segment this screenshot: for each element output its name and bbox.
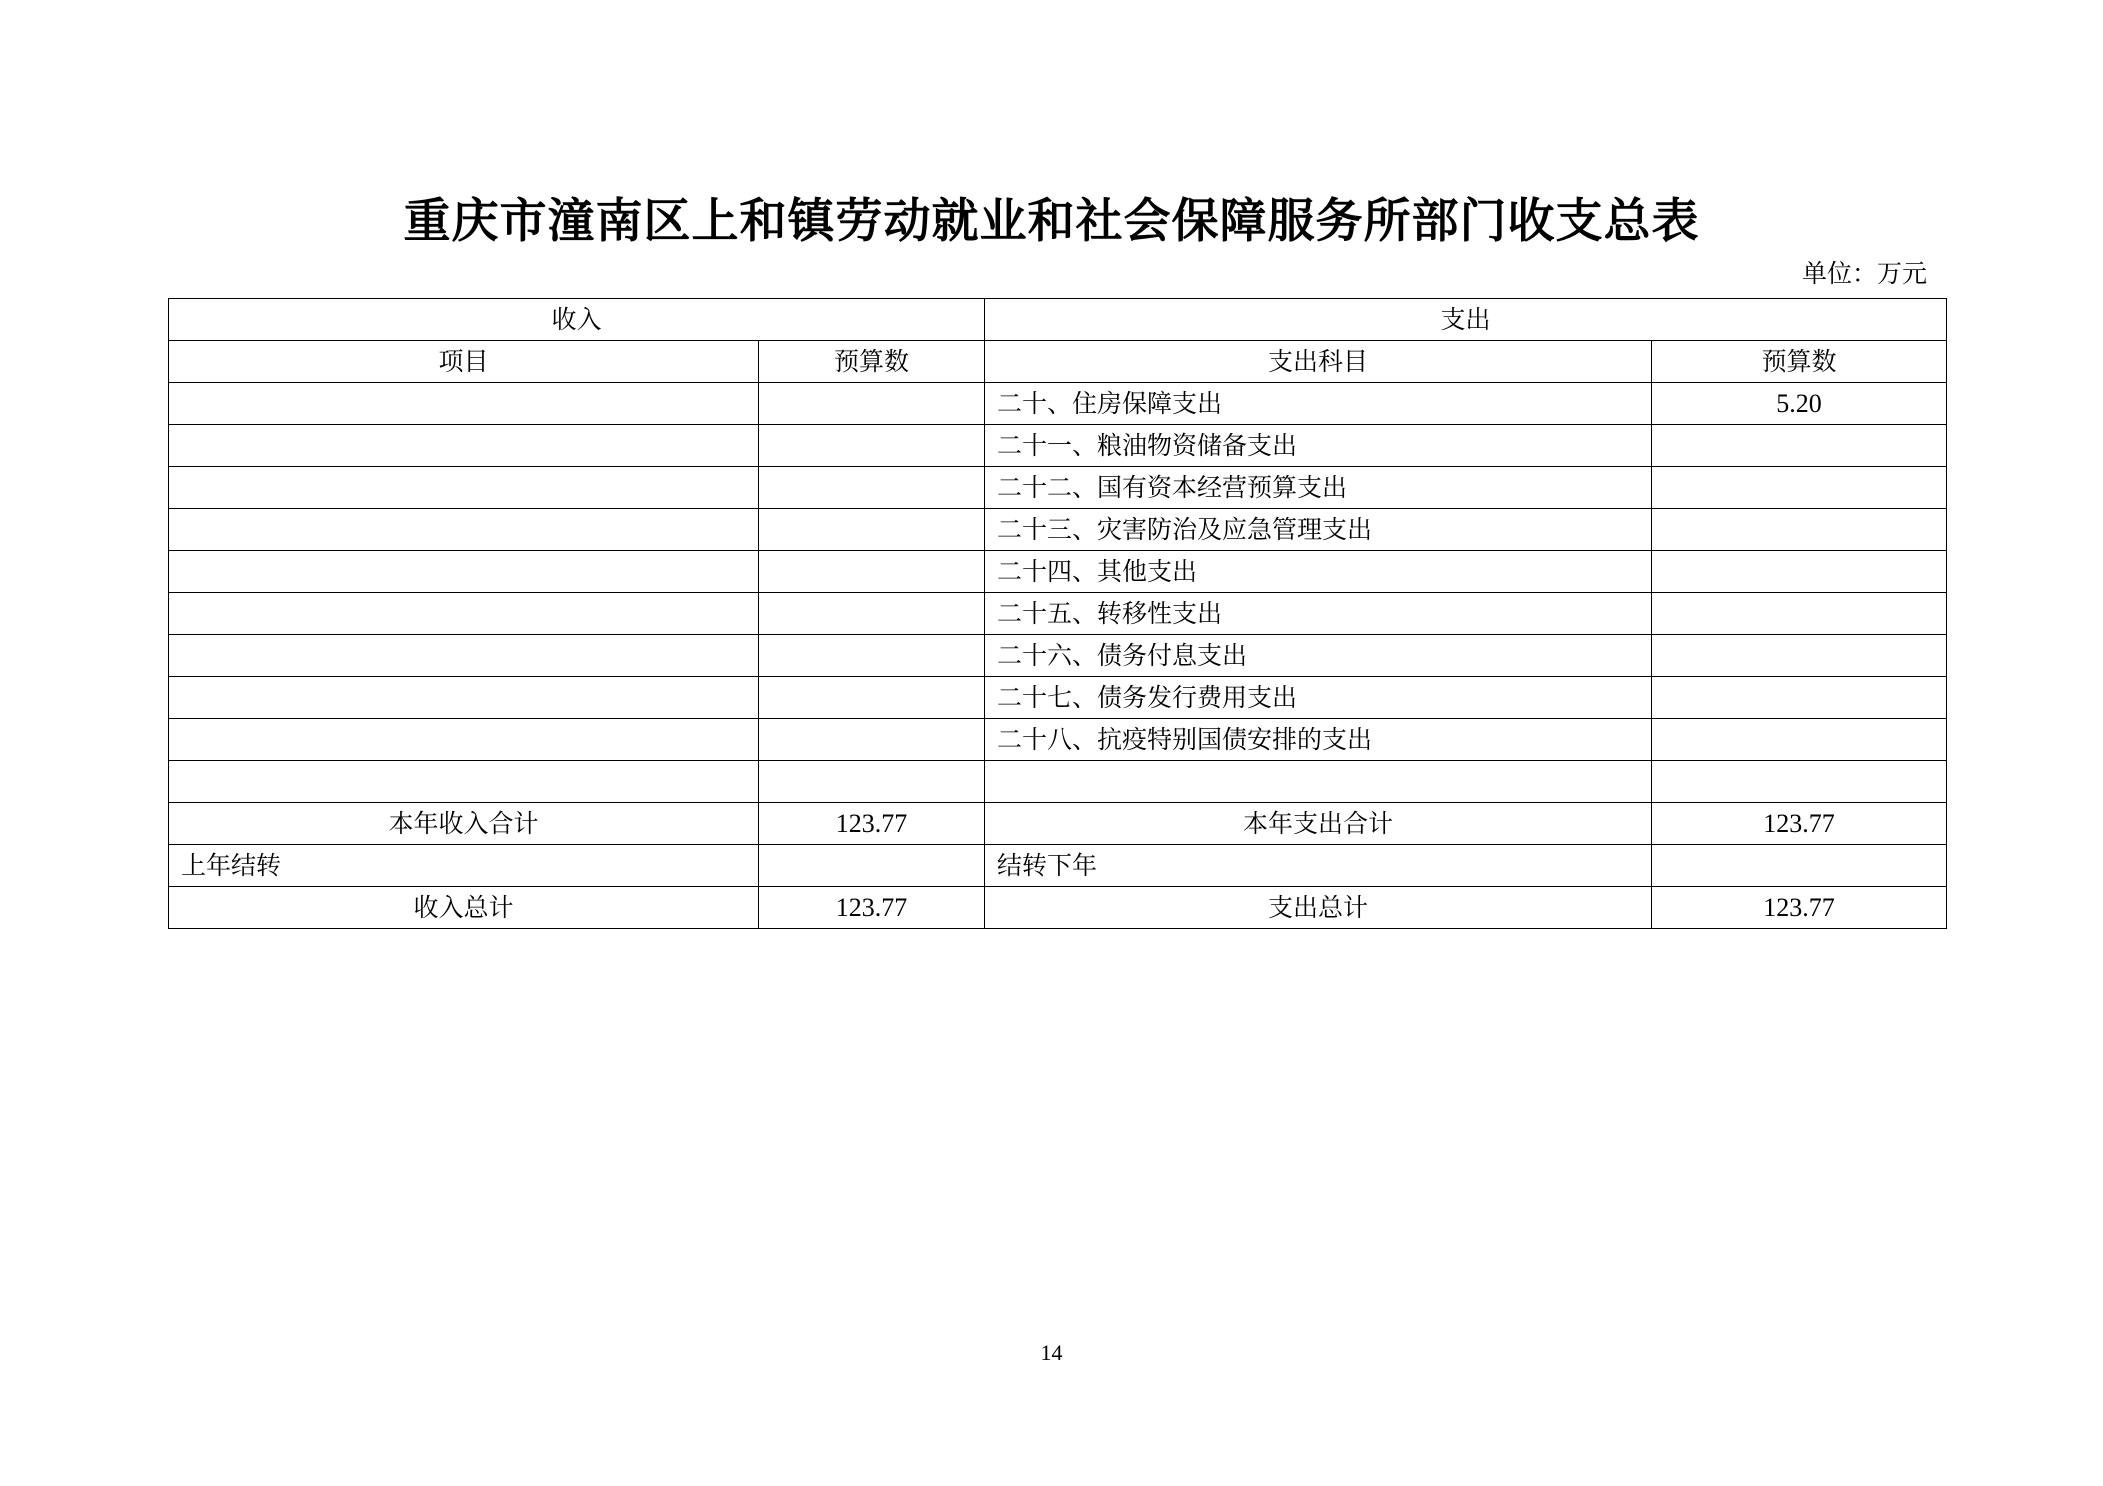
section-header-row — [169, 299, 1947, 341]
expense-total-value: 123.77 — [1652, 887, 1947, 929]
column-header-income-budget: 预算数 — [759, 341, 985, 383]
year-expense-label: 本年支出合计 — [985, 803, 1652, 845]
income-item-cell — [169, 677, 759, 719]
page-title: 重庆市潼南区上和镇劳动就业和社会保障服务所部门收支总表 — [403, 194, 1700, 249]
expense-item-cell — [985, 761, 1652, 803]
next-carry-value — [1652, 845, 1947, 887]
column-header-row — [169, 341, 1947, 383]
expense-item-cell: 二十一、粮油物资储备支出 — [985, 425, 1652, 467]
income-value-cell — [759, 719, 985, 761]
page-number: 14 — [1040, 1340, 1063, 1365]
table-row — [169, 425, 1947, 467]
expense-value-cell — [1652, 635, 1947, 677]
table-row — [169, 383, 1947, 425]
expense-value-cell — [1652, 593, 1947, 635]
expense-item-cell: 二十四、其他支出 — [985, 551, 1652, 593]
column-header-expense-item: 支出科目 — [985, 341, 1652, 383]
table-row — [169, 467, 1947, 509]
table-row — [169, 635, 1947, 677]
expense-item-cell: 二十二、国有资本经营预算支出 — [985, 467, 1652, 509]
expense-value-cell: 5.20 — [1652, 383, 1947, 425]
income-item-cell — [169, 383, 759, 425]
year-total-row — [169, 803, 1947, 845]
income-value-cell — [759, 425, 985, 467]
income-item-cell — [169, 761, 759, 803]
expense-item-cell: 二十、住房保障支出 — [985, 383, 1652, 425]
income-total-label: 收入总计 — [169, 887, 759, 929]
table-row — [169, 719, 1947, 761]
table-row — [169, 593, 1947, 635]
expense-total-label: 支出总计 — [985, 887, 1652, 929]
carryover-row — [169, 845, 1947, 887]
income-total-value: 123.77 — [759, 887, 985, 929]
income-value-cell — [759, 761, 985, 803]
income-item-cell — [169, 593, 759, 635]
year-income-label: 本年收入合计 — [169, 803, 759, 845]
column-header-expense-budget: 预算数 — [1652, 341, 1947, 383]
expense-value-cell — [1652, 719, 1947, 761]
income-item-cell — [169, 467, 759, 509]
year-income-value: 123.77 — [759, 803, 985, 845]
unit-label: 单位：万元 — [1801, 259, 1927, 288]
income-item-cell — [169, 719, 759, 761]
income-value-cell — [759, 383, 985, 425]
table-row — [169, 509, 1947, 551]
income-item-cell — [169, 551, 759, 593]
next-carry-label: 结转下年 — [985, 845, 1652, 887]
expense-value-cell — [1652, 677, 1947, 719]
prev-carry-label: 上年结转 — [169, 845, 759, 887]
income-item-cell — [169, 509, 759, 551]
table-row — [169, 761, 1947, 803]
income-value-cell — [759, 551, 985, 593]
income-item-cell — [169, 635, 759, 677]
expense-value-cell — [1652, 509, 1947, 551]
prev-carry-value — [759, 845, 985, 887]
expense-value-cell — [1652, 425, 1947, 467]
income-value-cell — [759, 635, 985, 677]
income-value-cell — [759, 467, 985, 509]
grand-total-row — [169, 887, 1947, 929]
expense-section-header: 支出 — [985, 299, 1947, 341]
income-value-cell — [759, 593, 985, 635]
income-item-cell — [169, 425, 759, 467]
expense-item-cell: 二十三、灾害防治及应急管理支出 — [985, 509, 1652, 551]
expense-item-cell: 二十七、债务发行费用支出 — [985, 677, 1652, 719]
income-value-cell — [759, 677, 985, 719]
table-row — [169, 677, 1947, 719]
expense-item-cell: 二十六、债务付息支出 — [985, 635, 1652, 677]
expense-value-cell — [1652, 551, 1947, 593]
expense-value-cell — [1652, 467, 1947, 509]
expense-item-cell: 二十八、抗疫特别国债安排的支出 — [985, 719, 1652, 761]
column-header-item: 项目 — [169, 341, 759, 383]
budget-summary-table — [168, 298, 1947, 929]
income-section-header: 收入 — [169, 299, 985, 341]
expense-item-cell: 二十五、转移性支出 — [985, 593, 1652, 635]
year-expense-value: 123.77 — [1652, 803, 1947, 845]
income-value-cell — [759, 509, 985, 551]
expense-value-cell — [1652, 761, 1947, 803]
table-row — [169, 551, 1947, 593]
